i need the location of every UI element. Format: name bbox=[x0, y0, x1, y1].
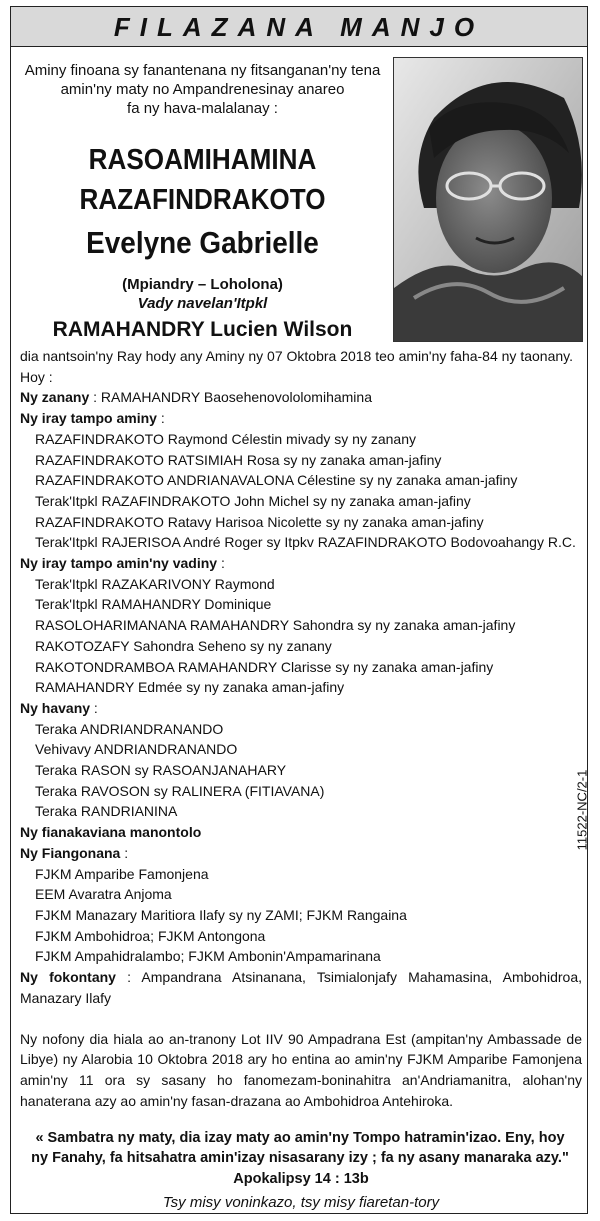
sibling-item: RAZAFINDRAKOTO ANDRIANAVALONA Célestine sy ny zanaka aman-jafiny bbox=[35, 472, 518, 489]
spouse-sibling-item: RASOLOHARIMANANA RAMAHANDRY Sahondra sy ny zanaka aman-jafiny bbox=[35, 617, 516, 634]
intro-line: Aminy finoana sy fanantenana ny fitsanganan'ny tena bbox=[24, 62, 381, 79]
relative-item: Teraka RANDRIANINA bbox=[35, 803, 178, 820]
portrait-image bbox=[394, 58, 583, 342]
spouse-siblings-sep: : bbox=[217, 555, 225, 572]
intro-line: fa ny hava-malalanay : bbox=[127, 100, 278, 117]
churches-label: Ny Fiangonana bbox=[20, 844, 121, 861]
reference-code: 11522-NC/2-1 bbox=[574, 769, 590, 851]
relatives-label: Ny havany bbox=[20, 699, 91, 716]
spouse-sibling-item: RAKOTONDRAMBOA RAMAHANDRY Clarisse sy ny zanaka aman-jafiny bbox=[35, 658, 494, 675]
spouse-sibling-item: Terak'Itpkl RAZAKARIVONY Raymond bbox=[35, 575, 275, 592]
relative-item: Teraka RASON sy RASOANJANAHARY bbox=[35, 762, 287, 779]
siblings-label: Ny iray tampo aminy bbox=[20, 410, 157, 427]
hoy-label: Hoy : bbox=[20, 368, 53, 385]
fokontany-value: : Ampandrana Atsinanana, Tsimialonjafy Mahamasina, Ambohidroa, Manazary Ilafy bbox=[20, 969, 582, 1006]
relative-item: Vehivavy ANDRIANDRANANDO bbox=[35, 741, 238, 758]
funeral-details: Ny nofony dia hiala ao an-tranony Lot IIV 90 Ampadrana Est (ampitan'ny Ambassade de Libye) ny Alarobia 10 Oktobra 2018 ary ho entina ao amin'ny FJKM Amparibe Famonjena amin'ny 11 ora sy sasany ho fanomezam-boninahitra an'Andriamanitra, alohan'ny hanaterana azy ao amin'ny fasan-drazana ao Ambohidroa Antehiroka. bbox=[20, 1030, 582, 1109]
relatives-sep: : bbox=[90, 699, 98, 716]
whole-family-label: Ny fianakaviana manontolo bbox=[20, 824, 202, 841]
children-value: RAMAHANDRY Baosehenovololomihamina bbox=[100, 389, 372, 406]
children-label: Ny zanany bbox=[20, 389, 90, 406]
notice-banner bbox=[10, 6, 588, 47]
spouse-sibling-item: RAMAHANDRY Edmée sy ny zanaka aman-jafiny bbox=[35, 679, 345, 696]
spouse-siblings-label: Ny iray tampo amin'ny vadiny bbox=[20, 555, 218, 572]
notice-body bbox=[20, 346, 582, 1111]
wife-of-label: Vady navelan'Itpkl bbox=[137, 295, 268, 312]
sibling-item: RAZAFINDRAKOTO RATSIMIAH Rosa sy ny zanaka aman-jafiny bbox=[35, 451, 442, 468]
siblings-sep: : bbox=[156, 410, 165, 427]
children-sep: : bbox=[89, 389, 101, 406]
bible-reference: Apokalipsy 14 : 13b bbox=[233, 1171, 369, 1187]
sibling-item: Terak'Itpkl RAJERISOA André Roger sy Itpkv RAZAFINDRAKOTO Bodovoahangy R.C. bbox=[35, 534, 576, 551]
sibling-item: RAZAFINDRAKOTO Raymond Célestin mivady sy ny zanany bbox=[35, 430, 416, 447]
notice-title: FILAZANA MANJO bbox=[113, 12, 485, 42]
deceased-role: (Mpiandry – Loholona) bbox=[122, 276, 283, 293]
church-item: FJKM Manazary Maritiora Ilafy sy ny ZAMI; FJKM Rangaina bbox=[35, 906, 407, 923]
intro-line: amin'ny maty no Ampandrenesinay anareo bbox=[60, 81, 345, 98]
churches-sep: : bbox=[120, 844, 129, 861]
spouse-siblings-heading bbox=[20, 553, 582, 574]
fokontany-label: Ny fokontany bbox=[20, 969, 116, 986]
deceased-given-names: Evelyne Gabrielle bbox=[86, 225, 319, 260]
church-item: FJKM Ampahidralambo; FJKM Ambonin'Ampamarinana bbox=[35, 948, 381, 965]
fokontany-row bbox=[20, 967, 582, 1008]
husband-name: RAMAHANDRY Lucien Wilson bbox=[52, 318, 353, 341]
churches-heading bbox=[20, 843, 582, 864]
church-item: EEM Avaratra Anjoma bbox=[35, 886, 172, 903]
bible-quote: « Sambatra ny maty, dia izay maty ao amin'ny Tompo hatramin'izao. Eny, hoy ny Fanahy, fa hitsahatra amin'izay nisasarany izy ; fa ny asany manaraka azy." bbox=[31, 1130, 569, 1166]
relative-item: Teraka RAVOSON sy RALINERA (FITIAVANA) bbox=[35, 782, 325, 799]
deceased-name-line: RAZAFINDRAKOTO bbox=[79, 184, 326, 216]
death-notice: dia nantsoin'ny Ray hody any Aminy ny 07 Oktobra 2018 teo amin'ny faha-84 ny taonany. bbox=[20, 348, 573, 364]
spouse-sibling-item: Terak'Itpkl RAMAHANDRY Dominique bbox=[35, 596, 272, 613]
siblings-heading bbox=[20, 408, 582, 429]
deceased-portrait-photo bbox=[393, 57, 583, 342]
sibling-item: Terak'Itpkl RAZAFINDRAKOTO John Michel sy ny zanaka aman-jafiny bbox=[35, 492, 471, 509]
intro-text bbox=[20, 61, 385, 118]
children-row bbox=[20, 387, 582, 408]
relatives-heading bbox=[20, 698, 582, 719]
deceased-name-block bbox=[38, 140, 367, 220]
church-item: FJKM Ambohidroa; FJKM Antongona bbox=[35, 927, 266, 944]
sibling-item: RAZAFINDRAKOTO Ratavy Harisoa Nicolette sy ny zanaka aman-jafiny bbox=[35, 513, 484, 530]
relative-item: Teraka ANDRIANDRANANDO bbox=[35, 720, 224, 737]
spouse-sibling-item: RAKOTOZAFY Sahondra Seheno sy ny zanany bbox=[35, 637, 332, 654]
church-item: FJKM Amparibe Famonjena bbox=[35, 865, 209, 882]
deceased-name-line: RASOAMIHAMINA bbox=[88, 144, 317, 176]
footer-note: Tsy misy voninkazo, tsy misy fiaretan-tory bbox=[162, 1194, 440, 1211]
